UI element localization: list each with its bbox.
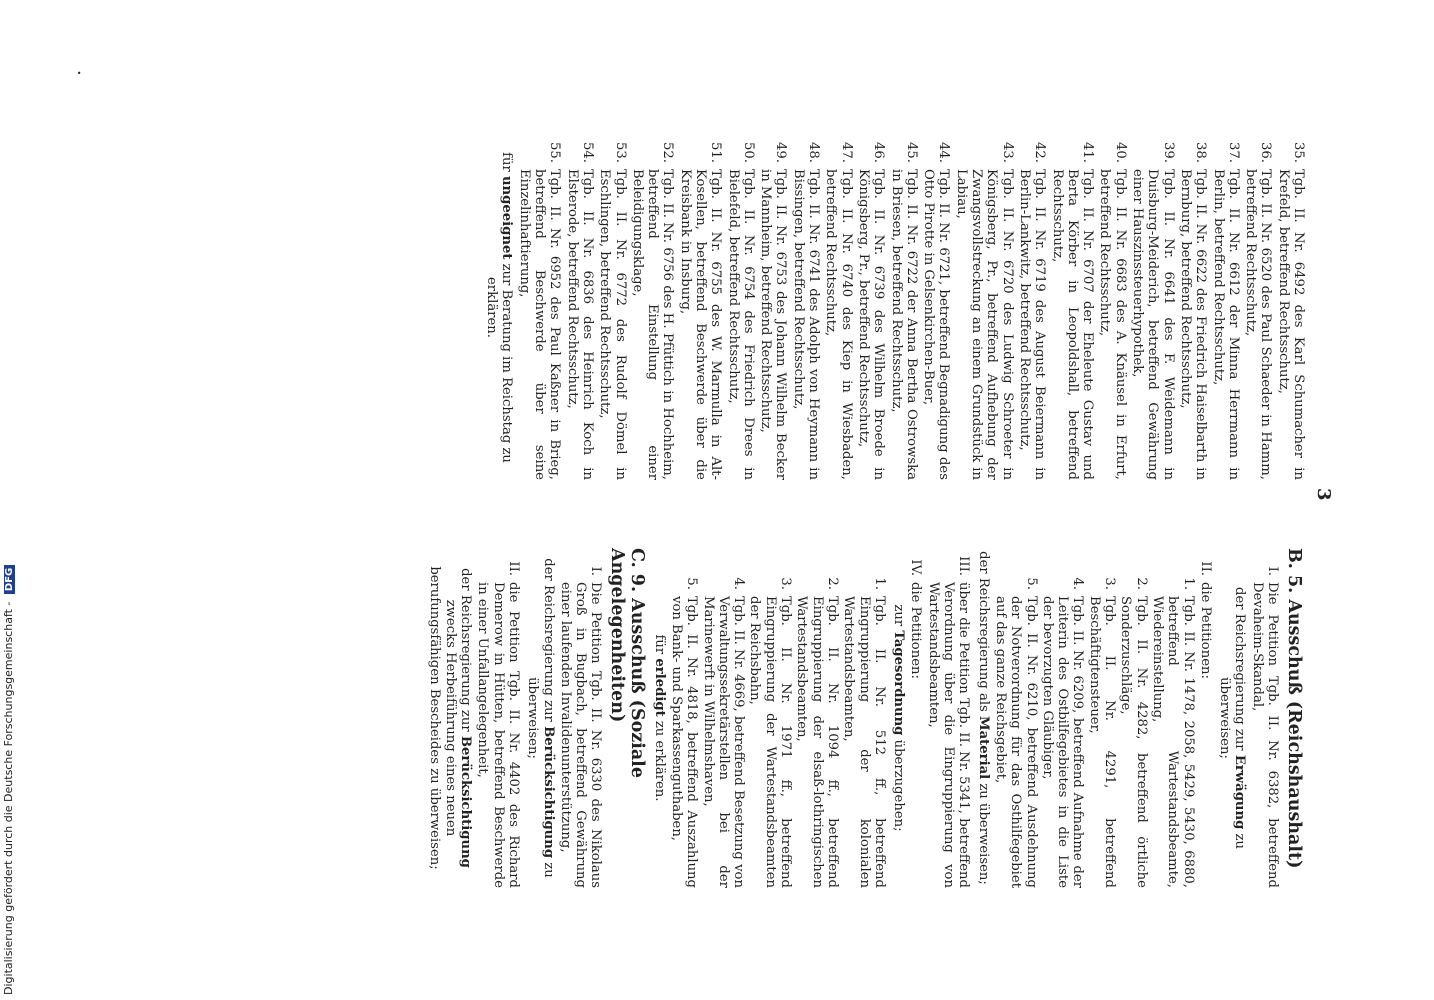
list-item [1130, 135, 1176, 480]
left-closing [484, 135, 515, 480]
list-item [841, 568, 887, 888]
list-item [794, 568, 840, 888]
list-item [700, 568, 746, 888]
item-number: 40. [1112, 142, 1128, 163]
left-closing-post: zur Beratung im Reichstag zu erklären. [484, 259, 515, 463]
item-text: Tgb. II. Nr. 6720 des Ludwig Schroeter in Königsberg, Pr., betreffend Aufhebung der Zwangsvollstreckung an einem Grundstück in Labiau, [953, 169, 1015, 480]
list-item [1210, 135, 1241, 480]
item-text: Tgb. II. Nr. 6753 des Johann Wilhelm Becker in Mannheim, betreffend Rechtsschutz, [758, 169, 789, 480]
item-number: 46. [871, 142, 887, 163]
b5-ii-action-post: zu überweisen; [975, 779, 991, 885]
left-closing-bold: ungeeignet [499, 175, 515, 260]
item-text: Tgb. II. Nr. 4282, betreffend örtliche Sonderzuschläge, [1118, 596, 1149, 888]
item-text: Tgb. II. Nr. 1971 ff., betreffend Eingruppierung der Wartestandsbeamten der Reichsbahn, [747, 596, 794, 888]
list-item [725, 135, 756, 480]
item-text: Tgb. II. Nr. 6740 des Kiep in Wiesbaden, betreffend Rechtsschutz, [823, 169, 854, 480]
left-entry-list [516, 135, 1306, 480]
item-number: 4. [731, 577, 747, 590]
b5-ii-text: die Petitionen: [1197, 582, 1213, 679]
list-item [1118, 568, 1149, 888]
list-item [747, 568, 793, 888]
item-number: 3. [1102, 577, 1118, 590]
list-item [564, 135, 595, 480]
c9-i-text: Die Petition Tgb. II. Nr. 6330 des Nikolaus Groß in Bugbach, betreffend Gewährung einer laufenden Invalidenunterstützung, [557, 582, 604, 888]
item-text: Tgb. II. Nr. 1478, 2058, 5429, 5430, 6880, betreffend Wartestandsbeamte, Wiedereinstellung, [1149, 596, 1196, 888]
item-text: Tgb. II. Nr. 4669, betreffend Besetzung von Verwaltungssekretärstellen bei der Marinewerft in Wilhelmshaven, [700, 596, 747, 888]
b5-iii-action-post: überzugehen; [891, 735, 907, 832]
b5-iii-action-bold: Tagesordnung [891, 630, 907, 736]
b5-iv-action [651, 548, 666, 888]
item-number: 45. [903, 142, 919, 163]
item-number: 43. [999, 142, 1015, 163]
b5-ii-action-bold: Material [975, 716, 991, 780]
b5-ii-sublist [993, 548, 1196, 888]
left-closing-pre: für [499, 152, 515, 176]
b5-iv-action-bold: erledigt [651, 658, 667, 717]
item-text: Tgb. II. Nr. 6952 des Paul Kaßner in Brieg, betreffend Beschwerde über seine Einzelinhaftierung, [516, 169, 563, 480]
item-text: Tgb. II. Nr. 1094 ff., betreffend Eingruppierung der elsaß-lothringischen Wartestandsbeamten, [794, 596, 840, 888]
list-item [993, 568, 1039, 888]
page-number: 3 [1313, 488, 1334, 501]
item-number: 51. [708, 142, 724, 163]
item-text: Tgb. II. Nr. 6755 des W. Marmulla in Alt-Kosellen, betreffend Beschwerde über die Kreisbank in Insburg, [677, 169, 724, 480]
list-item [630, 135, 676, 480]
item-number: 41. [1080, 142, 1096, 163]
b5-i-num: I. [1265, 566, 1280, 576]
b5-i-action [1217, 548, 1248, 888]
b5-iii-action-pre: zur [891, 604, 907, 631]
item-number: 1. [1180, 577, 1196, 590]
b5-ii-num: II. [1197, 561, 1213, 576]
item-number: 52. [660, 142, 676, 163]
item-number: 5. [684, 577, 700, 590]
b5-item-iii [925, 548, 971, 888]
b5-i-action-bold: Erwägung [1232, 754, 1248, 830]
item-text: Tgb. II. Nr. 6722 der Anna Bertha Ostrowska in Briesen, betreffend Rechtsschutz, [888, 169, 919, 480]
c9-item-ii [475, 548, 521, 888]
c9-ii-action [427, 548, 473, 888]
item-text: Tgb. II. Nr. 6754 des Friedrich Drees in Bielefeld, betreffend Rechtsschutz, [725, 169, 756, 480]
item-number: 54. [579, 142, 595, 163]
item-number: 53. [612, 142, 628, 163]
list-item [1040, 568, 1086, 888]
b5-iii-action [891, 548, 906, 888]
b5-iv-action-post: zu erklären. [651, 716, 667, 802]
c9-ii-action-pre: der Reichsregierung zur [458, 568, 474, 736]
c9-i-action [525, 548, 556, 888]
b5-iii-num: III. [956, 556, 972, 576]
item-text: Tgb. II. Nr. 4291, betreffend Beschäftigtensteuer, [1086, 596, 1118, 888]
list-item [791, 135, 822, 480]
item-number: 37. [1225, 142, 1241, 163]
item-text: Tgb. II. Nr. 6612 der Minna Herrmann in Berlin, betreffend Rechtsschutz, [1210, 169, 1241, 480]
b5-iv-sublist [669, 548, 887, 888]
item-number: 2. [824, 577, 840, 590]
item-text: Tgb. II. Nr. 6836 des Heinrich Koch in Elsterode, betreffend Rechtsschutz, [564, 169, 595, 480]
item-number: 49. [773, 142, 789, 163]
heading-b5: B. 5. Ausschuß (Reichshaushalt) [1284, 548, 1304, 869]
item-text: Tgb. II. Nr. 6707 der Eheleute Gustav und Berta Körber in Leopoldshall, betreffend Rechtsschutz, [1049, 169, 1096, 480]
c9-i-action-bold: Berücksichtigung [540, 726, 556, 859]
list-item [669, 568, 700, 888]
item-text: Tgb. II. Nr. 6719 des August Beiermann in Berlin-Lankwitz, betreffend Rechtsschutz, [1016, 169, 1048, 480]
b5-iii-text: über die Petition Tgb. II. Nr. 5341, betreffend Verordnung über die Eingruppierung von Wartestandsbeamten, [925, 582, 972, 888]
item-number: 44. [936, 142, 952, 163]
list-item [758, 135, 789, 480]
left-column [480, 135, 1306, 480]
item-number: 35. [1291, 142, 1306, 163]
item-number: 47. [838, 142, 854, 163]
item-text: Tgb. II. Nr. 6492 des Karl Schumacher in Krefeld, betreffend Rechtsschutz, [1275, 169, 1306, 480]
item-number: 36. [1258, 142, 1274, 163]
item-text: Tgb. II. Nr. 6520 des Paul Schaeder in Hamm, betreffend Rechtsschutz, [1243, 169, 1274, 480]
item-text: Tgb. II. Nr. 6209, betreffend Aufnahme der Leiterin des Ostbilfegebietes in die Liste der bevorzugten Gläubiger, [1039, 596, 1086, 888]
right-column [423, 548, 1306, 888]
item-text: Tgb. II. Nr. 6772 des Rudolf Dömel in Eschlingen, betreffend Rechtsschutz, [597, 169, 628, 480]
item-number: 55. [547, 142, 563, 163]
footer-text: Digitalisierung gefördert durch die Deutsche Forschungsgemeinschaft - [2, 601, 15, 995]
list-item [888, 135, 919, 480]
item-text: Tgb. II. Nr. 6756 des H. Pfüttich in Hochheim, betreffend Einstellung einer Beleidigungsklage, [629, 169, 676, 480]
list-item [856, 135, 887, 480]
footer-credit [2, 0, 20, 1000]
b5-iv-text: die Petitionen: [908, 582, 924, 679]
item-text: Tgb. II. Nr. 6641 des F. Weidemann in Duisburg-Meiderich, betreffend Gewährung einer Hauszinssteuerhypothek, [1130, 169, 1176, 480]
dfg-logo-icon: DFG [4, 565, 15, 594]
c9-i-num: I. [588, 566, 604, 576]
item-number: 5. [1023, 577, 1039, 590]
item-number: 3. [778, 577, 794, 590]
item-number: 4. [1070, 577, 1086, 590]
b5-ii-action-pre: der Reichsregierung als [975, 551, 991, 717]
item-number: 39. [1160, 142, 1176, 163]
c9-i-action-pre: der Reichsregierung zur [540, 558, 556, 727]
item-text: Tgb. II. Nr. 4818, betreffend Auszahlung von Bank- und Sparkassenguthaben, [669, 596, 700, 888]
b5-ii-action [975, 548, 990, 888]
c9-item-i [558, 548, 604, 888]
list-item [1086, 568, 1117, 888]
list-item [823, 135, 854, 480]
heading-c9: C. 9. Ausschuß (Soziale Angelegenheiten) [607, 548, 648, 778]
list-item [677, 135, 723, 480]
item-text: Tgb. II. Nr. 6739 des Wilhelm Broede in Königsberg, Pr., betreffend Rechtsschutz, [855, 169, 887, 480]
list-item [1275, 135, 1306, 480]
b5-iv-num: IV. [908, 559, 924, 576]
b5-i-action-pre: der Reichsregierung zur [1232, 587, 1248, 755]
list-item [597, 135, 628, 480]
list-item [516, 135, 562, 480]
item-number: 38. [1193, 142, 1209, 163]
item-text: Tgb. II. Nr. 6210, betreffend Ausdehnung der Notverordnung für das Osthilfegebiet auf das ganze Reichsgebiet, [992, 596, 1039, 888]
list-item [1178, 135, 1209, 480]
list-item [1017, 135, 1048, 480]
item-number: 1. [871, 577, 887, 590]
b5-iv-action-pre: für [651, 634, 667, 659]
item-number: 48. [806, 142, 822, 163]
c9-ii-action-post: zwecks Herbeiführung eines neuen berufungsfähigen Bescheides zu überweisen; [427, 566, 458, 870]
c9-i-action-post: zu überweisen; [525, 677, 556, 878]
b5-i-text: Die Petition Tgb. II. Nr. 6382, betreffend Devaheim-Skandal, [1249, 582, 1280, 888]
list-item [921, 135, 952, 480]
b5-item-ii [1198, 548, 1213, 888]
item-text: Tgb. II. Nr. 6622 des Friedrich Haiselbarth in Bernburg, betreffend Rechtsschutz, [1177, 169, 1209, 480]
b5-item-iv [908, 548, 923, 888]
stray-mark: · [68, 70, 89, 76]
b5-i-action-post: zu überweisen; [1217, 677, 1248, 849]
c9-ii-num: II. [505, 561, 521, 576]
item-text: Tgb. II. Nr. 6683 des A. Knäusel in Erfurt, betreffend Rechtsschutz, [1097, 169, 1128, 480]
list-item [1049, 135, 1095, 480]
list-item [1150, 568, 1196, 888]
item-number: 50. [740, 142, 756, 163]
item-number: 2. [1133, 577, 1149, 590]
c9-ii-action-bold: Berücksichtigung [458, 735, 474, 868]
item-text: Tgb. II. Nr. 512 ff., betreffend Eingruppierung der kolonialen Wartestandsbeamten, [841, 596, 887, 888]
list-item [1097, 135, 1128, 480]
list-item [1243, 135, 1274, 480]
item-text: Tgb. II. Nr. 6741 des Adolph von Heymann in Bissingen, betreffend Rechtsschutz, [790, 169, 822, 480]
c9-ii-text: die Petition Tgb. II. Nr. 4402 des Richard Demerow in Hütten, betreffend Beschwerde in einer Unfallangelegenheit, [475, 582, 521, 888]
list-item [953, 135, 1014, 480]
b5-item-i [1249, 548, 1280, 888]
item-number: 42. [1032, 142, 1048, 163]
item-text: Tgb. II. Nr. 6721, betreffend Begnadigung des Otto Pirotte in Gelsenkirchen-Buer, [921, 169, 952, 480]
